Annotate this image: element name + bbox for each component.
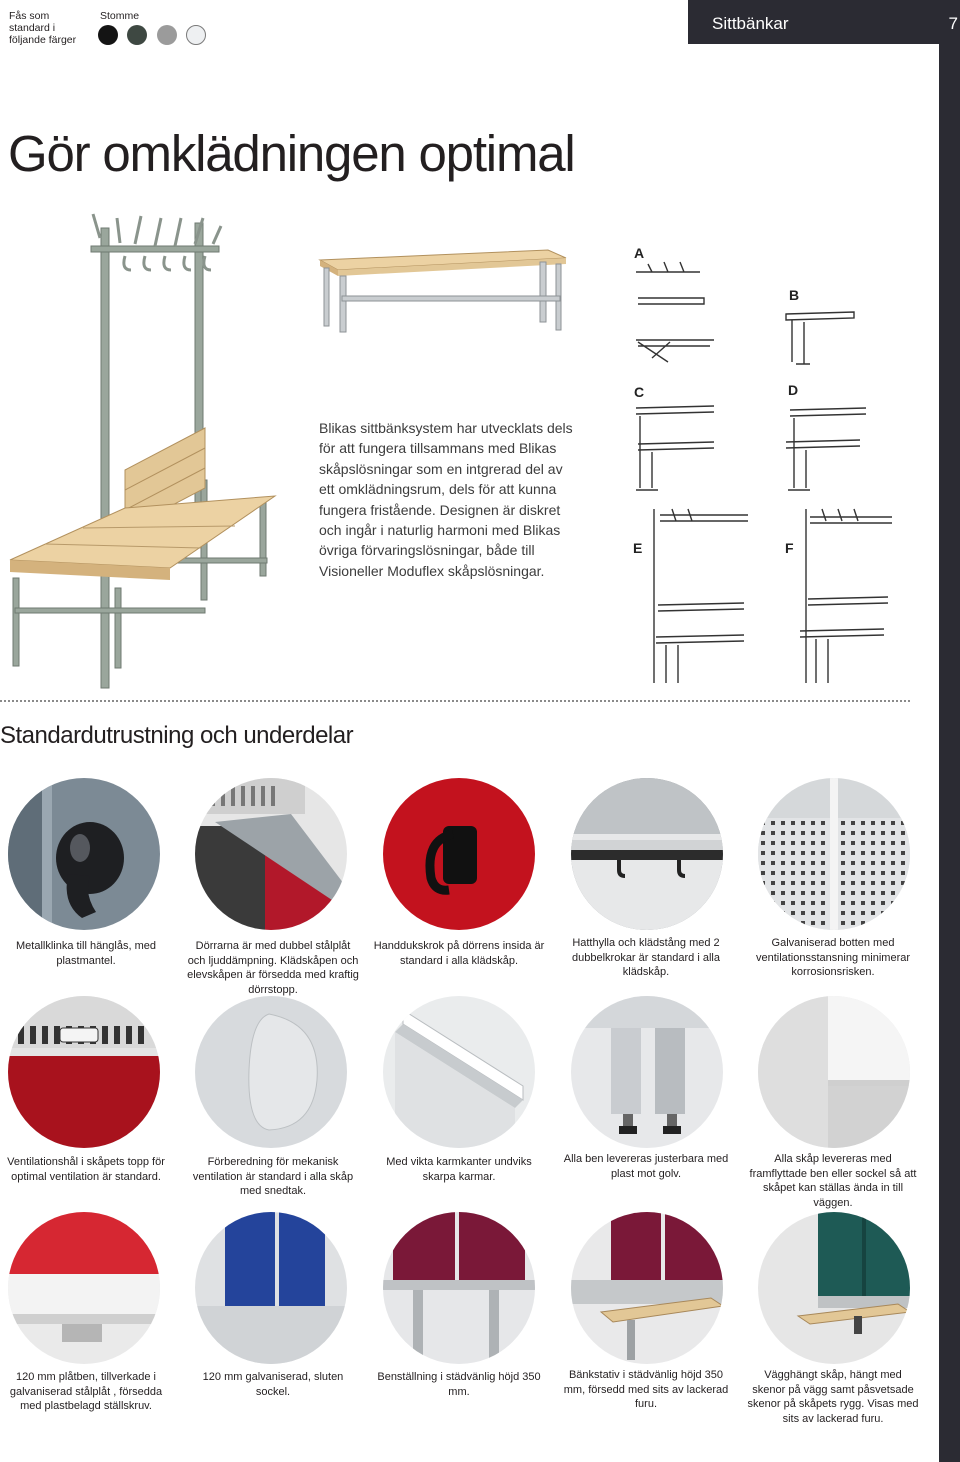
section-title: Sittbänkar [712,14,789,33]
diagram-e [648,505,752,687]
bench-stand-icon [571,1212,723,1364]
double-bench-illustration [5,208,290,698]
caption-10: Alla skåp levereras med framflyttade ben eller sockel så att skåpet kan ställas ända in till väggen. [749,1153,917,1209]
edge-profile-icon [383,996,535,1148]
single-bench-illustration [318,246,568,336]
high-stand-icon [383,1212,535,1364]
caption-15: Vägghängt skåp, hängt med skenor på vägg samt påsvetsade skenor på skåpets rygg. Visas med sits av lackerad furu. [747,1369,919,1425]
diagram-label-f: F [785,540,794,556]
diagram-label-c: C [634,384,645,400]
caption-12: 120 mm galvaniserad, sluten sockel. [202,1371,344,1398]
caption-2: Dörrarna är med dubbel stålplåt och ljuddämpning. Klädskåpen och elevskåpen är försedda med kraftig dörrstopp. [187,940,359,996]
caption-6: Ventilationshål i skåpets topp för optimal ventilation är standard. [7,1156,165,1183]
closed-plinth-icon [195,1212,347,1364]
diagram-f [796,505,896,687]
caption-14: Bänkstativ i städvänlig höjd 350 mm, försedd med sits av lackerad furu. [563,1369,729,1411]
diagram-d [780,398,870,494]
caption-5: Galvaniserad botten med ventilationsstansning minimerar korrosionsrisken. [755,937,911,979]
page-number: 7 [948,14,958,33]
hat-shelf-icon [571,778,723,930]
section-subheading: Standardutrustning och underdelar [0,722,354,749]
recessed-leg-icon [758,996,910,1148]
intro-paragraph: Blikas sittbänksystem har utvecklats dels för att fungera tillsammans med Blikas skåpslösningar som en intgrerad del av ett omklädningsrum, dels för att kunna fungera fristående. Designen är diskret och ingår i naturlig harmoni med Blikas övriga förvaringslösningar, både till Visioneller Moduflex skåpslösningar. [319,420,573,579]
color-swatch-grey [157,25,177,45]
caption-9: Alla ben levereras justerbara med plast mot golv. [563,1153,729,1180]
adjustable-leg-icon [571,996,723,1148]
diagram-label-e: E [633,540,643,556]
diagram-label-d: D [788,382,799,398]
frame-label: Stomme [100,10,140,22]
caption-11: 120 mm plåtben, tillverkade i galvaniserad stålplåt , försedda med plastbelagd ställskruv. [9,1371,163,1413]
diagram-label-a: A [634,245,645,261]
page-title: Gör omklädningen optimal [8,125,575,182]
caption-1: Metallklinka till hänglås, med plastmantel. [15,940,156,967]
color-swatch-black [98,25,118,45]
diagram-b [782,302,862,368]
right-edge-band [939,44,960,1462]
lock-handle-icon [8,778,160,930]
towel-hook-icon [383,778,535,930]
wall-hung-icon [758,1212,910,1364]
caption-7: Förberedning för mekanisk ventilation är standard i alla skåp med snedtak. [192,1156,354,1198]
color-swatch-white [186,25,206,45]
caption-13: Benställning i städvänlig höjd 350 mm. [377,1371,541,1398]
diagram-c [630,398,720,494]
diagram-label-b: B [789,287,800,303]
diagram-a [630,258,720,368]
colors-label: Fås som standard i följande färger [9,10,77,46]
color-swatch-dark-green [127,25,147,45]
lock-prep-icon [195,996,347,1148]
caption-3: Handdukskrok på dörrens insida är standard i alla klädskåp. [373,940,545,967]
door-plate-icon [195,778,347,930]
caption-8: Med vikta karmkanter undviks skarpa karmar. [386,1156,532,1183]
perforated-bottom-icon [758,778,910,930]
section-divider [0,700,910,702]
caption-4: Hatthylla och klädstång med 2 dubbelkrokar är standard i alla klädskåp. [572,937,720,979]
page-tab [688,0,960,44]
vent-hole-icon [8,996,160,1148]
plinth-leg-icon [8,1212,160,1364]
